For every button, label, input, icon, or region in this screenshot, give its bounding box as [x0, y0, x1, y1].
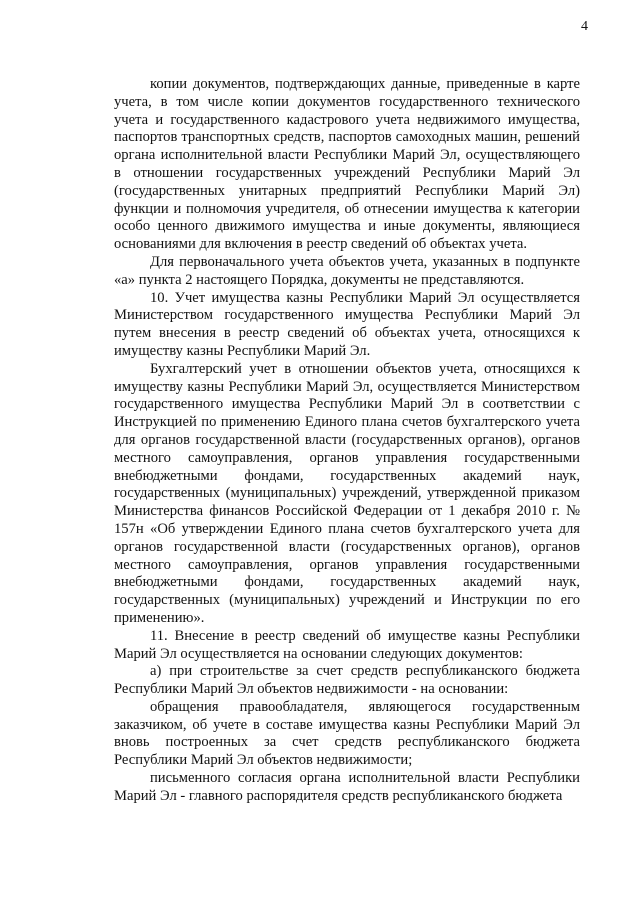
paragraph-subitem-a: а) при строительстве за счет средств республиканского бюджета Республики Марий Эл объектов недвижимости - на основании: — [114, 663, 580, 698]
paragraph-item-10: 10. Учет имущества казны Республики Марий Эл осуществляется Министерством государственного имущества Республики Марий Эл путем внесения в реестр сведений об объектах учета, относящихся к имуществу казны Республики Марий Эл. — [114, 289, 580, 359]
document-body — [114, 76, 580, 806]
paragraph-written-consent: письменного согласия органа исполнительной власти Республики Марий Эл - главного распорядителя средств республиканского бюджета — [114, 770, 580, 804]
paragraph-documents-list: копии документов, подтверждающих данные, приведенные в карте учета, в том числе копии документов государственного технического учета и государственного кадастрового учета недвижимого имущества, паспортов транспортных средств, паспортов самоходных машин, решений органа исполнительной власти Республики Марий Эл, осуществляющего в отношении государственных учреждений Республики Марий Эл (государственных унитарных предприятий Республики Марий Эл) функции и полномочия учредителя, об отнесении имущества к категории особо ценного движимого имущества и иные документы, являющиеся основаниями для включения в реестр сведений об объектах учета. — [114, 76, 580, 253]
paragraph-bookkeeping: Бухгалтерский учет в отношении объектов учета, относящихся к имуществу казны Республики Марий Эл, осуществляется Министерством государственного имущества Республики Марий Эл в соответствии с Инструкцией по применению Единого плана счетов бухгалтерского учета для органов государственной власти (государственных органов), органов местного самоуправления, органов управления государственными внебюджетными фондами, государственных академий наук, государственных (муниципальных) учреждений, утвержденной приказом Министерства финансов Российской Федерации от 1 декабря 2010 г. № 157н «Об утверждении Единого плана счетов бухгалтерского учета для органов государственной власти (государственных органов), органов местного самоуправления, органов управления государственными внебюджетными фондами, государственных академий наук, государственных (муниципальных) учреждений и Инструкции по его применению». — [114, 360, 580, 626]
paragraph-owner-request: обращения правообладателя, являющегося государственным заказчиком, об учете в составе имущества казны Республики Марий Эл вновь построенных за счет средств республиканского бюджета Республики Марий Эл объектов недвижимости; — [114, 698, 580, 769]
paragraph-initial-accounting: Для первоначального учета объектов учета, указанных в подпункте «а» пункта 2 настоящего Порядка, документы не представляются. — [114, 253, 580, 288]
page-number: 4 — [581, 19, 588, 34]
paragraph-item-11: 11. Внесение в реестр сведений об имуществе казны Республики Марий Эл осуществляется на основании следующих документов: — [114, 627, 580, 662]
